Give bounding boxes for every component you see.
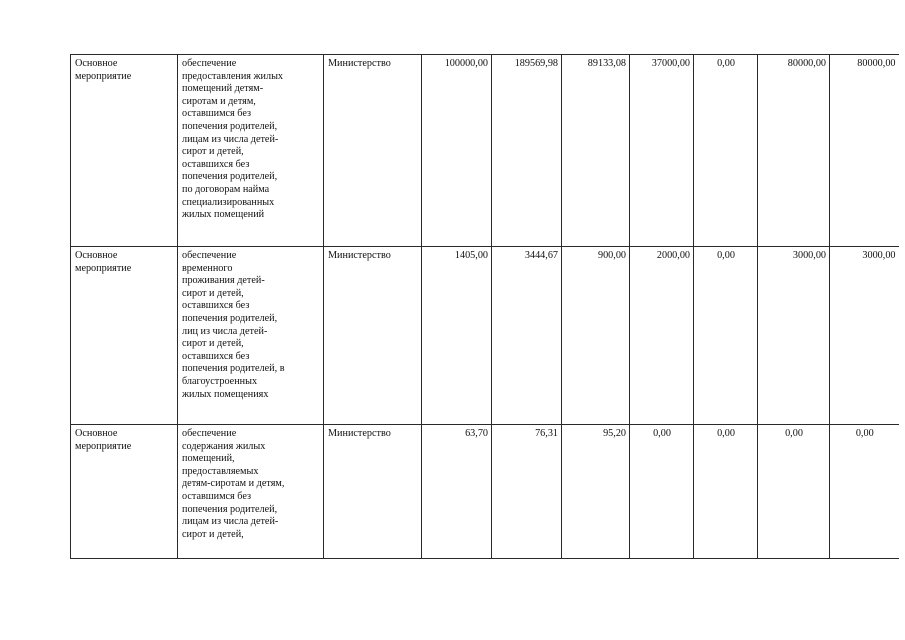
value-cell: 2000,00 [630, 247, 694, 425]
value-cell: 0,00 [694, 55, 758, 247]
description-line: детям-сиротам и детям, [182, 478, 285, 490]
activity-type-cell: Основное мероприятие [71, 55, 178, 247]
table-row [71, 425, 899, 559]
description-line: попечения родителей, в [182, 363, 285, 375]
value-cell: 80000,00 [830, 55, 899, 247]
value-cell: 80000,00 [758, 55, 830, 247]
activity-description-cell [178, 247, 324, 425]
description-line: лицам из числа детей- [182, 516, 279, 528]
table-row [71, 247, 899, 425]
value-cell: 900,00 [562, 247, 630, 425]
value-cell: 3000,00 [830, 247, 899, 425]
description-line: благоустроенных [182, 375, 258, 387]
description-line: обеспечение [182, 58, 237, 69]
executor-cell: Министерство [324, 247, 422, 425]
description-line: оставшихся без [182, 158, 250, 170]
value-cell: 0,00 [758, 425, 830, 559]
description-line: попечения родителей, [182, 312, 278, 324]
value-cell: 3000,00 [758, 247, 830, 425]
description-line: жилых помещений [182, 209, 265, 221]
description-line: временного [182, 262, 233, 274]
description-line: обеспечение [182, 250, 237, 261]
description-line: попечения родителей, [182, 503, 278, 515]
description-line: сиротам и детям, [182, 95, 256, 107]
value-cell: 100000,00 [422, 55, 492, 247]
description-line: по договорам найма [182, 183, 270, 195]
value-cell: 0,00 [830, 425, 899, 559]
budget-table [70, 54, 899, 559]
description-line: оставшихся без [182, 350, 250, 362]
description-line: лицам из числа детей- [182, 133, 279, 145]
value-cell: 3444,67 [492, 247, 562, 425]
description-line: помещений детям- [182, 83, 264, 95]
description-line: специализированных [182, 196, 275, 208]
description-line: предоставляемых [182, 465, 259, 477]
description-line: оставшимся без [182, 490, 251, 502]
value-cell: 89133,08 [562, 55, 630, 247]
description-line: оставшихся без [182, 300, 250, 312]
description-line: попечения родителей, [182, 171, 278, 183]
activity-description-cell [178, 55, 324, 247]
value-cell: 0,00 [630, 425, 694, 559]
description-line: сирот и детей, [182, 146, 244, 158]
description-line: сирот и детей, [182, 338, 244, 350]
activity-type-cell: Основное мероприятие [71, 247, 178, 425]
value-cell: 76,31 [492, 425, 562, 559]
description-line: проживания детей- [182, 275, 265, 287]
description-line: сирот и детей, [182, 287, 244, 299]
value-cell: 95,20 [562, 425, 630, 559]
description-line: жилых помещениях [182, 388, 269, 400]
value-cell: 63,70 [422, 425, 492, 559]
value-cell: 37000,00 [630, 55, 694, 247]
executor-cell: Министерство [324, 425, 422, 559]
description-line: оставшимся без [182, 108, 251, 120]
activity-description-cell [178, 425, 324, 559]
value-cell: 0,00 [694, 247, 758, 425]
description-line: сирот и детей, [182, 528, 244, 540]
description-line: содержания жилых [182, 440, 266, 452]
executor-cell: Министерство [324, 55, 422, 247]
value-cell: 189569,98 [492, 55, 562, 247]
activity-type-cell: Основное мероприятие [71, 425, 178, 559]
description-line: обеспечение [182, 428, 237, 439]
description-line: попечения родителей, [182, 120, 278, 132]
table-row [71, 55, 899, 247]
value-cell: 1405,00 [422, 247, 492, 425]
description-line: лиц из числа детей- [182, 325, 268, 337]
value-cell: 0,00 [694, 425, 758, 559]
description-line: помещений, [182, 453, 235, 465]
description-line: предоставления жилых [182, 70, 284, 82]
